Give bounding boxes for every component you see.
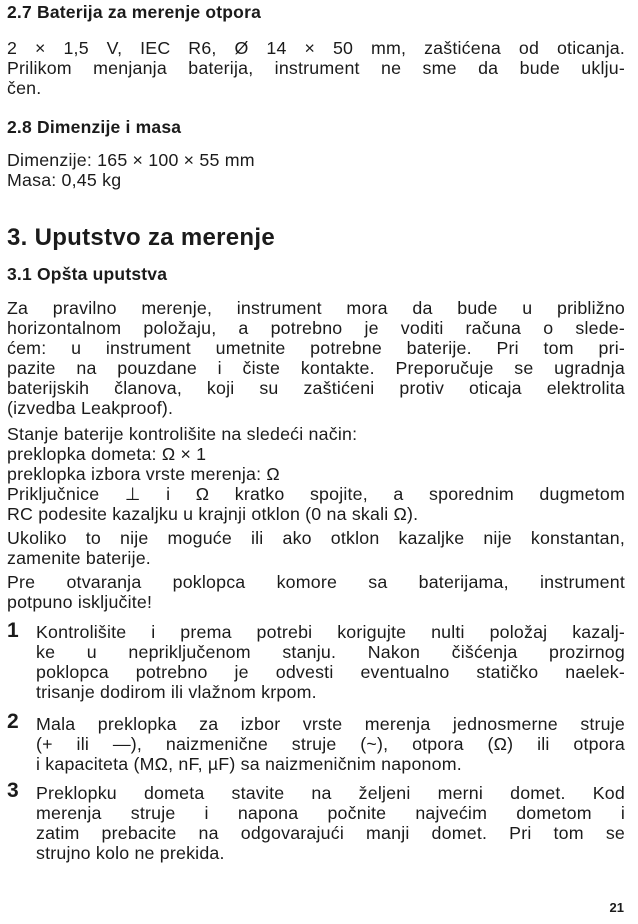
text-line: baterijskih članova, koji su zaštićeni protiv oticaja elektrolita <box>7 378 625 398</box>
section-heading-2-8: 2.8 Dimenzije i masa <box>7 117 182 137</box>
text-line: Dimenzije: 165 × 100 × 55 mm <box>7 150 255 170</box>
text-line: Prilikom menjanja baterija, instrument ne sme da bude uklju- <box>7 58 625 78</box>
text-line: potpuno isključite! <box>7 592 153 612</box>
page-number: 21 <box>609 900 624 915</box>
step-number: 1 <box>7 619 19 642</box>
text-line: strujno kolo ne prekida. <box>36 843 225 863</box>
text-line: čen. <box>7 78 42 98</box>
text-line: 2 × 1,5 V, IEC R6, Ø 14 × 50 mm, zaštićena od oticanja. <box>7 38 625 58</box>
text-line: zatim prebacite na odgovarajući manji domet. Pri tom se <box>36 823 625 843</box>
text-line: Masa: 0,45 kg <box>7 170 122 190</box>
text-line: trisanje dodirom ili vlažnom krpom. <box>36 682 317 702</box>
text-line: ke u nepriključenom stanju. Nakon čišćenja prozirnog <box>36 642 625 662</box>
text-line: Ukoliko to nije moguće ili ako otklon kazaljke nije konstantan, <box>7 528 625 548</box>
text-line: preklopka izbora vrste merenja: Ω <box>7 464 280 484</box>
text-line: preklopka dometa: Ω × 1 <box>7 444 207 464</box>
text-line: Pre otvaranja poklopca komore sa baterijama, instrument <box>7 572 625 592</box>
text-line: i kapaciteta (MΩ, nF, µF) sa naizmeničnim naponom. <box>36 754 462 774</box>
text-line: Za pravilno merenje, instrument mora da bude u približno <box>7 298 625 318</box>
text-line: Preklopku dometa stavite na željeni merni domet. Kod <box>36 783 625 803</box>
text-line: merenja struje i napona počnite najvećim dometom i <box>36 803 625 823</box>
text-line: Kontrolišite i prema potrebi korigujte nulti položaj kazalj- <box>36 622 625 642</box>
text-line: Mala preklopka za izbor vrste merenja jednosmerne struje <box>36 714 625 734</box>
section-heading-3-1: 3.1 Opšta uputstva <box>7 264 168 284</box>
text-line: Stanje baterije kontrolišite na sledeći način: <box>7 424 358 444</box>
text-line: poklopca potrebno je odvesti eventualno statičko naelek- <box>36 662 625 682</box>
text-line: ćem: u instrument umetnite potrebne baterije. Pri tom pri- <box>7 338 625 358</box>
text-line: pazite na pouzdane i čiste kontakte. Preporučuje se ugradnja <box>7 358 625 378</box>
text-line: RC podesite kazaljku u krajnji otklon (0 na skali Ω). <box>7 504 419 524</box>
step-number: 3 <box>7 779 19 802</box>
step-number: 2 <box>7 710 19 733</box>
text-line: zamenite baterije. <box>7 548 151 568</box>
text-line: Priključnice ⊥ i Ω kratko spojite, a sporednim dugmetom <box>7 484 625 504</box>
text-line: (+ ili —), naizmenične struje (~), otpora (Ω) ili otpora <box>36 734 625 754</box>
text-line: horizontalnom položaju, a potrebno je voditi računa o slede- <box>7 318 625 338</box>
section-heading-2-7: 2.7 Baterija za merenje otpora <box>7 2 262 22</box>
text-line: (izvedba Leakproof). <box>7 398 174 418</box>
chapter-heading-3: 3. Uputstvo za merenje <box>7 224 276 251</box>
